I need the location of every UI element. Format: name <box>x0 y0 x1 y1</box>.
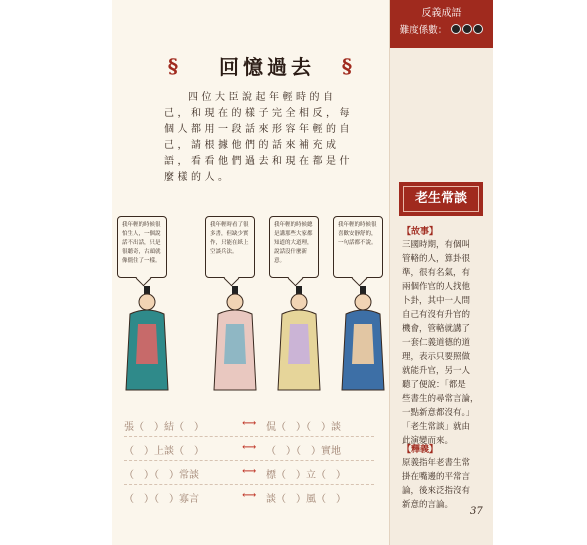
meaning-line: 掛在嘴邊的平常言 <box>402 472 471 482</box>
para-line: 個人都用一段話來形容年輕的自 <box>164 124 353 135</box>
meaning-line: 原義指年老書生常 <box>402 458 471 468</box>
difficulty-row <box>390 22 493 37</box>
story-line: 兩個作官的人找他 <box>402 282 471 292</box>
opposite-arrow-icon: ⟷ <box>242 466 257 477</box>
exercise-right: （ ）（ ）實地 <box>266 446 341 457</box>
header-category: 反義成語 <box>421 8 462 19</box>
intro-paragraph <box>164 90 402 186</box>
para-line: 四位大臣說起年輕時的自 <box>188 92 337 103</box>
para-line: 麼樣的人。 <box>164 172 232 183</box>
story-line: 理，表示只要照做 <box>402 352 471 362</box>
divider <box>124 484 374 485</box>
exercise-right: 侃（ ）（ ）談 <box>266 422 341 433</box>
story-line: 準，很有名氣，有 <box>402 268 471 278</box>
para-line: 己，請根據他們的話來補充成 <box>164 140 340 151</box>
difficulty-dot-icon <box>462 24 472 34</box>
story-line: 三國時期，有個叫 <box>402 240 471 250</box>
title-ornament-right-icon: § <box>341 54 353 78</box>
difficulty-dots <box>450 24 483 37</box>
exercise-row-1 <box>124 418 379 436</box>
exercise-left: 張（ ）結（ ） <box>124 422 204 433</box>
exercise-right: 標（ ）立（ ） <box>266 470 346 481</box>
exercise-row-2 <box>124 442 379 460</box>
divider <box>124 460 374 461</box>
para-line: 己，和現在的樣子完全相反，每 <box>164 108 353 119</box>
opposite-arrow-icon: ⟷ <box>242 490 257 501</box>
story-label: 【故事】 <box>402 227 439 237</box>
speech-bubble-3: 我年輕的時候總是講那些大家都知道的大道理，說話沒什麼新意。 <box>269 216 319 278</box>
exercise-row-3 <box>124 466 379 484</box>
exercise-right: 談（ ）風（ ） <box>266 494 346 505</box>
opposite-arrow-icon: ⟷ <box>242 442 257 453</box>
exercise-row-4 <box>124 490 379 508</box>
story-line: 一點新意都沒有。」 <box>402 408 475 418</box>
story-line: 管輅的人，算卦很 <box>402 254 471 264</box>
story-line: 「老生常談」就由 <box>402 422 471 432</box>
meaning-line: 論，後來泛指沒有 <box>402 486 471 496</box>
story-line: 些書生的尋常言論， <box>402 394 479 404</box>
speech-bubble-2: 我年輕時看了很多書，但缺少實作，只能在紙上空談兵法。 <box>205 216 255 278</box>
speech-bubble-4: 我年輕的時候很喜歡安靜舒的，一句話都不說。 <box>333 216 383 278</box>
scholar-figure-icon <box>120 284 176 394</box>
story-line: 卜卦，其中一人問 <box>402 296 471 306</box>
story-line: 就能升官，另一人 <box>402 366 471 376</box>
exercise-left: （ ）（ ）寡言 <box>124 494 199 505</box>
title-ornament-left-icon: § <box>167 54 179 78</box>
speech-bubble-1: 我年輕的時候很怕生人，一個說話不出話，只是很聽奇，古頭就像僵住了一樣。 <box>117 216 167 278</box>
story-text <box>402 238 484 448</box>
scholar-figure-icon <box>208 284 264 394</box>
opposite-arrow-icon: ⟷ <box>242 418 257 429</box>
exercise-left: （ ）上談（ ） <box>124 446 204 457</box>
sidebar-header <box>390 0 493 48</box>
story-line: 機會，管輅就講了 <box>402 324 471 334</box>
story-line: 此演變而來。 <box>402 436 454 446</box>
difficulty-dot-icon <box>473 24 483 34</box>
story-line: 自己有沒有升官的 <box>402 310 471 320</box>
divider <box>124 436 374 437</box>
sidebar-panel <box>389 0 493 545</box>
idiom-title-box: 老生常談 <box>399 182 483 216</box>
story-line: 聽了便說：「都是 <box>402 380 466 390</box>
difficulty-label: 難度係數： <box>399 25 448 36</box>
story-line: 一套仁義道德的道 <box>402 338 471 348</box>
meaning-text <box>402 456 484 512</box>
scholar-figure-icon <box>336 284 392 394</box>
page-number: 37 <box>470 506 483 517</box>
meaning-line: 新意的言論。 <box>402 500 454 510</box>
scholar-figure-icon <box>272 284 328 394</box>
para-line: 語，看看他們過去和現在都是什 <box>164 156 353 167</box>
exercise-left: （ ）（ ）常談 <box>124 470 199 481</box>
difficulty-dot-icon <box>451 24 461 34</box>
meaning-label: 【釋義】 <box>402 445 439 455</box>
page-title: 回憶過去 <box>219 55 315 79</box>
